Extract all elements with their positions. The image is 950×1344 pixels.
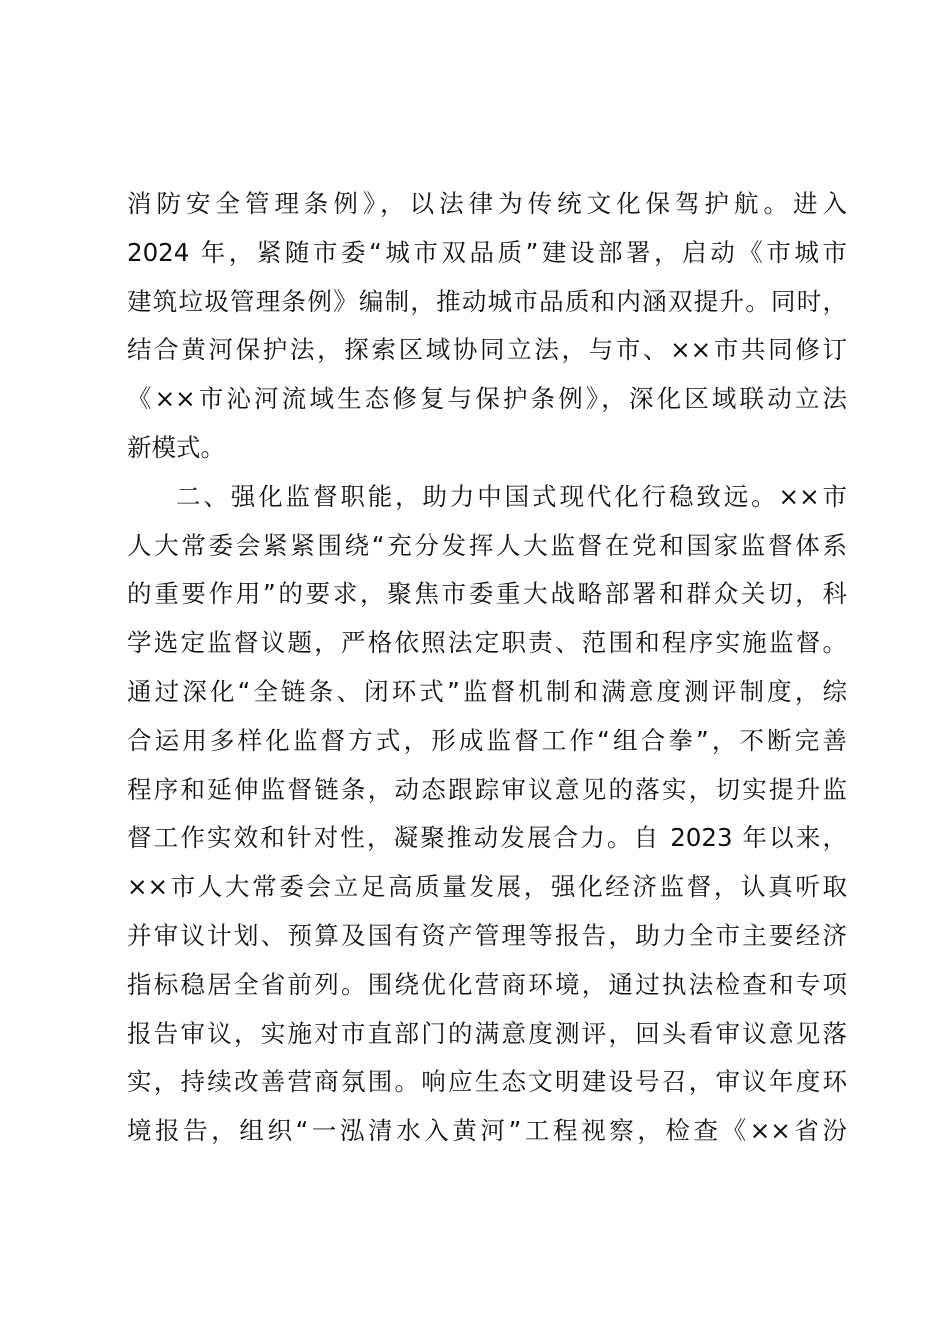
text-line: 程序和延伸监督链条，动态跟踪审议意见的落实，切实提升监 (127, 774, 847, 804)
text-line: 消防安全管理条例》，以法律为传统文化保驾护航。进入 (127, 189, 847, 218)
text-line: ××市人大常委会立足高质量发展，强化经济监督，认真听取 (127, 872, 847, 902)
text-line: 建筑垃圾管理条例》编制，推动城市品质和内涵双提升。同时， (127, 286, 847, 316)
text-line: 2024 年，紧随市委“城市双品质”建设部署，启动《市城市 (127, 237, 847, 267)
text-line: 通过深化“全链条、闭环式”监督机制和满意度测评制度，综 (127, 676, 847, 706)
text-line: 学选定监督议题，严格依照法定职责、范围和程序实施监督。 (127, 628, 847, 658)
text-line: 新模式。 (127, 432, 225, 462)
text-line: 的重要作用”的要求，聚焦市委重大战略部署和群众关切，科 (127, 579, 847, 609)
text-line: 《××市沁河流域生态修复与保护条例》，深化区域联动立法 (127, 384, 847, 414)
text-line: 人大常委会紧紧围绕“充分发挥人大监督在党和国家监督体系 (127, 530, 847, 560)
text-line: 督工作实效和针对性，凝聚推动发展合力。自 2023 年以来， (127, 823, 847, 853)
text-line: 实，持续改善营商氛围。响应生态文明建设号召，审议年度环 (127, 1067, 847, 1097)
text-line: 结合黄河保护法，探索区域协同立法，与市、××市共同修订 (127, 335, 847, 365)
text-line: 合运用多样化监督方式，形成监督工作“组合拳”，不断完善 (127, 725, 847, 755)
text-line: 境报告，组织“一泓清水入黄河”工程视察，检查《××省汾 (127, 1116, 847, 1146)
document-body (127, 180, 847, 1156)
text-line: 指标稳居全省前列。围绕优化营商环境，通过执法检查和专项 (127, 969, 847, 999)
section-heading-line: 二、强化监督职能，助力中国式现代化行稳致远。××市 (176, 481, 847, 511)
text-line: 报告审议，实施对市直部门的满意度测评，回头看审议意见落 (127, 1018, 847, 1048)
text-line: 并审议计划、预算及国有资产管理等报告，助力全市主要经济 (127, 920, 847, 950)
